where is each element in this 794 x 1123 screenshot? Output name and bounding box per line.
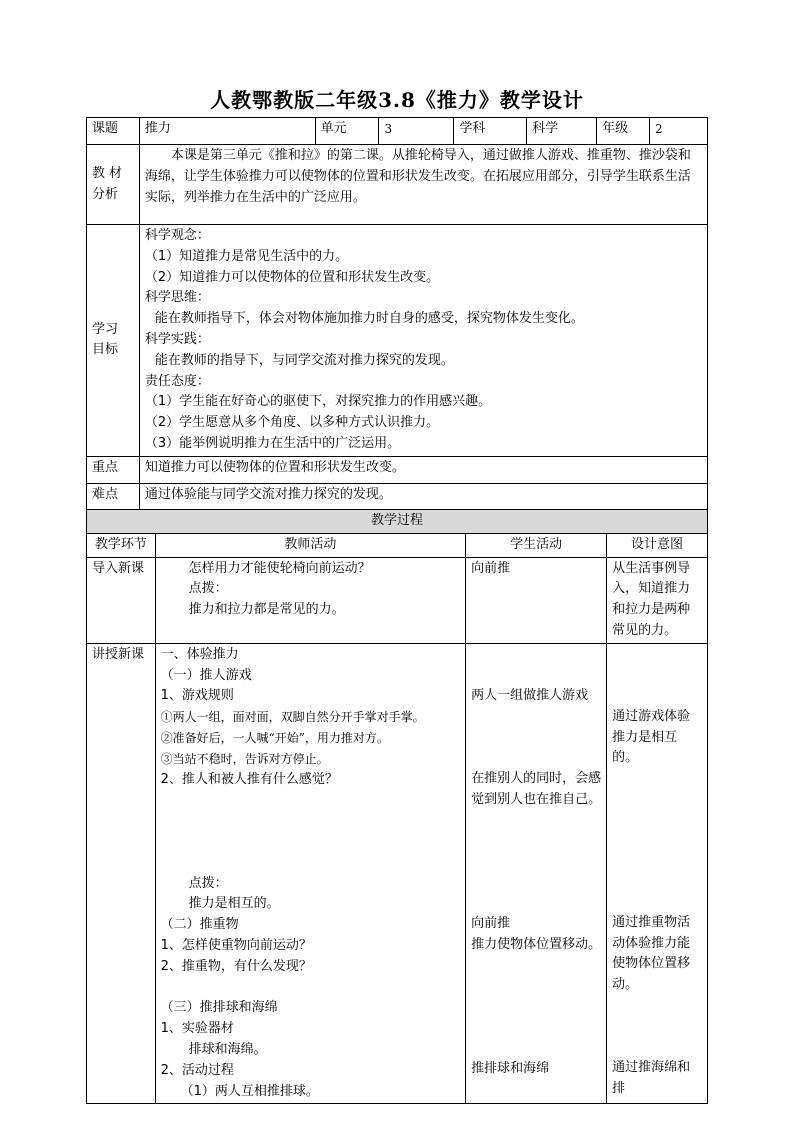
new-student: [466, 643, 607, 1104]
student-line: 推力使物体位置移动。: [471, 936, 602, 952]
goal-line: 能在教师指导下，体会对物体施加推力时自身的感受，探究物体发生变化。: [154, 311, 584, 327]
teacher-line: 排球和海绵。: [188, 1041, 267, 1057]
spacer: [471, 645, 601, 686]
column-header-teacher: 教师活动: [155, 533, 465, 557]
goal-line: 能在教师的指导下，与同学交流对推力探究的发现。: [154, 352, 454, 368]
process-header-row: [87, 510, 708, 534]
difficulty-row: [87, 483, 708, 510]
intro-teacher: [155, 557, 465, 643]
student-activity: 在推别人的同时，会感觉到别人也在推自己。: [471, 770, 602, 807]
column-header-stage: 教学环节: [87, 533, 156, 557]
process-columns-row: [87, 533, 708, 557]
analysis-label: [87, 145, 140, 225]
difficulty-label: 难点: [87, 483, 140, 510]
goal-line: （3）能举例说明推力在生活中的广泛运用。: [144, 435, 401, 451]
new-teacher: [155, 643, 465, 1104]
intro-intent: 从生活事例导入，知道推力和拉力是两种常见的力。: [607, 557, 708, 643]
teacher-line: 2、活动过程: [160, 1062, 234, 1078]
goals-label-line2: 目标: [92, 342, 119, 358]
goals-row: [87, 225, 708, 457]
grade-label: 年级: [597, 118, 650, 145]
spacer: [161, 853, 460, 874]
teacher-line: 一、体验推力: [160, 646, 239, 662]
new-lesson-row: [87, 643, 708, 1104]
student-activity: [471, 914, 601, 1059]
analysis-label-line2: 分析: [92, 186, 119, 202]
intro-student: 向前推: [466, 557, 607, 643]
grade-value: 2: [650, 118, 708, 145]
goal-line: （1）知道推力是常见生活中的力。: [144, 248, 349, 264]
teacher-line: 推力和拉力都是常见的力。: [188, 602, 345, 618]
topic-label: 课题: [87, 118, 140, 145]
goal-line: （1）学生能在好奇心的驱使下，对探究推力的作用感兴趣。: [144, 394, 492, 410]
unit-label: 单元: [315, 118, 379, 145]
teacher-line: 1、游戏规则: [160, 688, 234, 704]
goal-line: 科学实践：: [144, 331, 210, 347]
teacher-line: 2、推人和被人推有什么感觉？: [160, 771, 338, 787]
teacher-line: ②准备好后，一人喊“开始”，用力推对方。: [160, 730, 389, 745]
teacher-line: 1、怎样使重物向前运动？: [160, 937, 312, 953]
goals-content: [139, 225, 707, 457]
topic-value: 推力: [139, 118, 315, 145]
unit-value: 3: [379, 118, 454, 145]
key-point-text: 知道推力可以使物体的位置和形状发生改变。: [139, 456, 707, 483]
teacher-line: 点拨：: [188, 875, 228, 891]
subject-value: 科学: [527, 118, 597, 145]
student-activity: 推排球和海绵: [471, 1060, 550, 1076]
subject-label: 学科: [454, 118, 527, 145]
goal-line: （2）知道推力可以使物体的位置和形状发生改变。: [144, 269, 440, 285]
teacher-line: 2、推重物，有什么发现？: [160, 958, 312, 974]
key-point-row: [87, 456, 708, 483]
teacher-line: ③当站不稳时，告诉对方停止。: [160, 751, 329, 766]
analysis-text: [139, 145, 707, 225]
spacer: [161, 790, 460, 811]
column-header-intent: 设计意图: [607, 533, 708, 557]
new-stage: 讲授新课: [87, 643, 156, 1104]
analysis-paragraph: 本课是第三单元《推和拉》的第二课。从推轮椅导入，通过做推人游戏、推重物、推沙袋和海绵，让学生体验推力可以使物体的位置和形状发生改变。在拓展应用部分，引导学生联系生活实际，列举推力在生活中的广泛应用。: [144, 148, 691, 205]
spacer: [612, 645, 702, 707]
goals-label: [87, 225, 140, 457]
intro-stage: 导入新课: [87, 557, 156, 643]
design-intent: 通过推重物活动体验推力能使物体位置移动。: [612, 914, 691, 993]
goal-line: 科学思维：: [144, 290, 210, 306]
difficulty-text: 通过体验能与同学交流对推力探究的发现。: [139, 483, 707, 510]
info-row: [87, 118, 708, 145]
teacher-line: 1、实验器材: [160, 1021, 234, 1037]
goal-line: （2）学生愿意从多个角度、以多种方式认识推力。: [144, 415, 440, 431]
student-activity: 两人一组做推人游戏: [471, 687, 589, 703]
process-table: [86, 509, 708, 1104]
process-header: 教学过程: [87, 510, 708, 534]
spacer: [161, 832, 460, 853]
new-intent: [607, 643, 708, 1104]
spacer: [471, 873, 601, 914]
intro-row: [87, 557, 708, 643]
student-line: 向前推: [471, 915, 511, 931]
teacher-line: （三）推排球和海绵: [160, 1000, 278, 1016]
design-intent: 通过推海绵和排: [612, 1059, 691, 1096]
teacher-line: ①两人一组，面对面，双脚自然分开手掌对手掌。: [160, 710, 425, 725]
key-point-label: 重点: [87, 456, 140, 483]
teacher-line: 怎样用力才能使轮椅向前运动？: [188, 560, 371, 576]
teacher-line: （二）推重物: [160, 917, 239, 933]
document-title: 人教鄂教版二年级3.8《推力》教学设计: [210, 88, 584, 112]
design-intent: 通过游戏体验推力是相互的。: [612, 708, 691, 766]
teacher-line: （1）两人互相推排球。: [180, 1083, 319, 1099]
goals-label-line1: 学习: [92, 321, 119, 337]
goal-line: 科学观念：: [144, 228, 210, 243]
spacer: [161, 978, 460, 999]
teacher-line: （一）推人游戏: [160, 667, 252, 683]
teacher-line: 点拨：: [188, 581, 228, 597]
teacher-line: 推力是相互的。: [188, 896, 280, 912]
column-header-student: 学生活动: [466, 533, 607, 557]
spacer: [161, 811, 460, 832]
goal-line: 责任态度：: [144, 373, 210, 389]
analysis-label-line1: 教 材: [92, 165, 123, 181]
analysis-row: [87, 145, 708, 225]
lesson-info-table: [86, 117, 708, 511]
